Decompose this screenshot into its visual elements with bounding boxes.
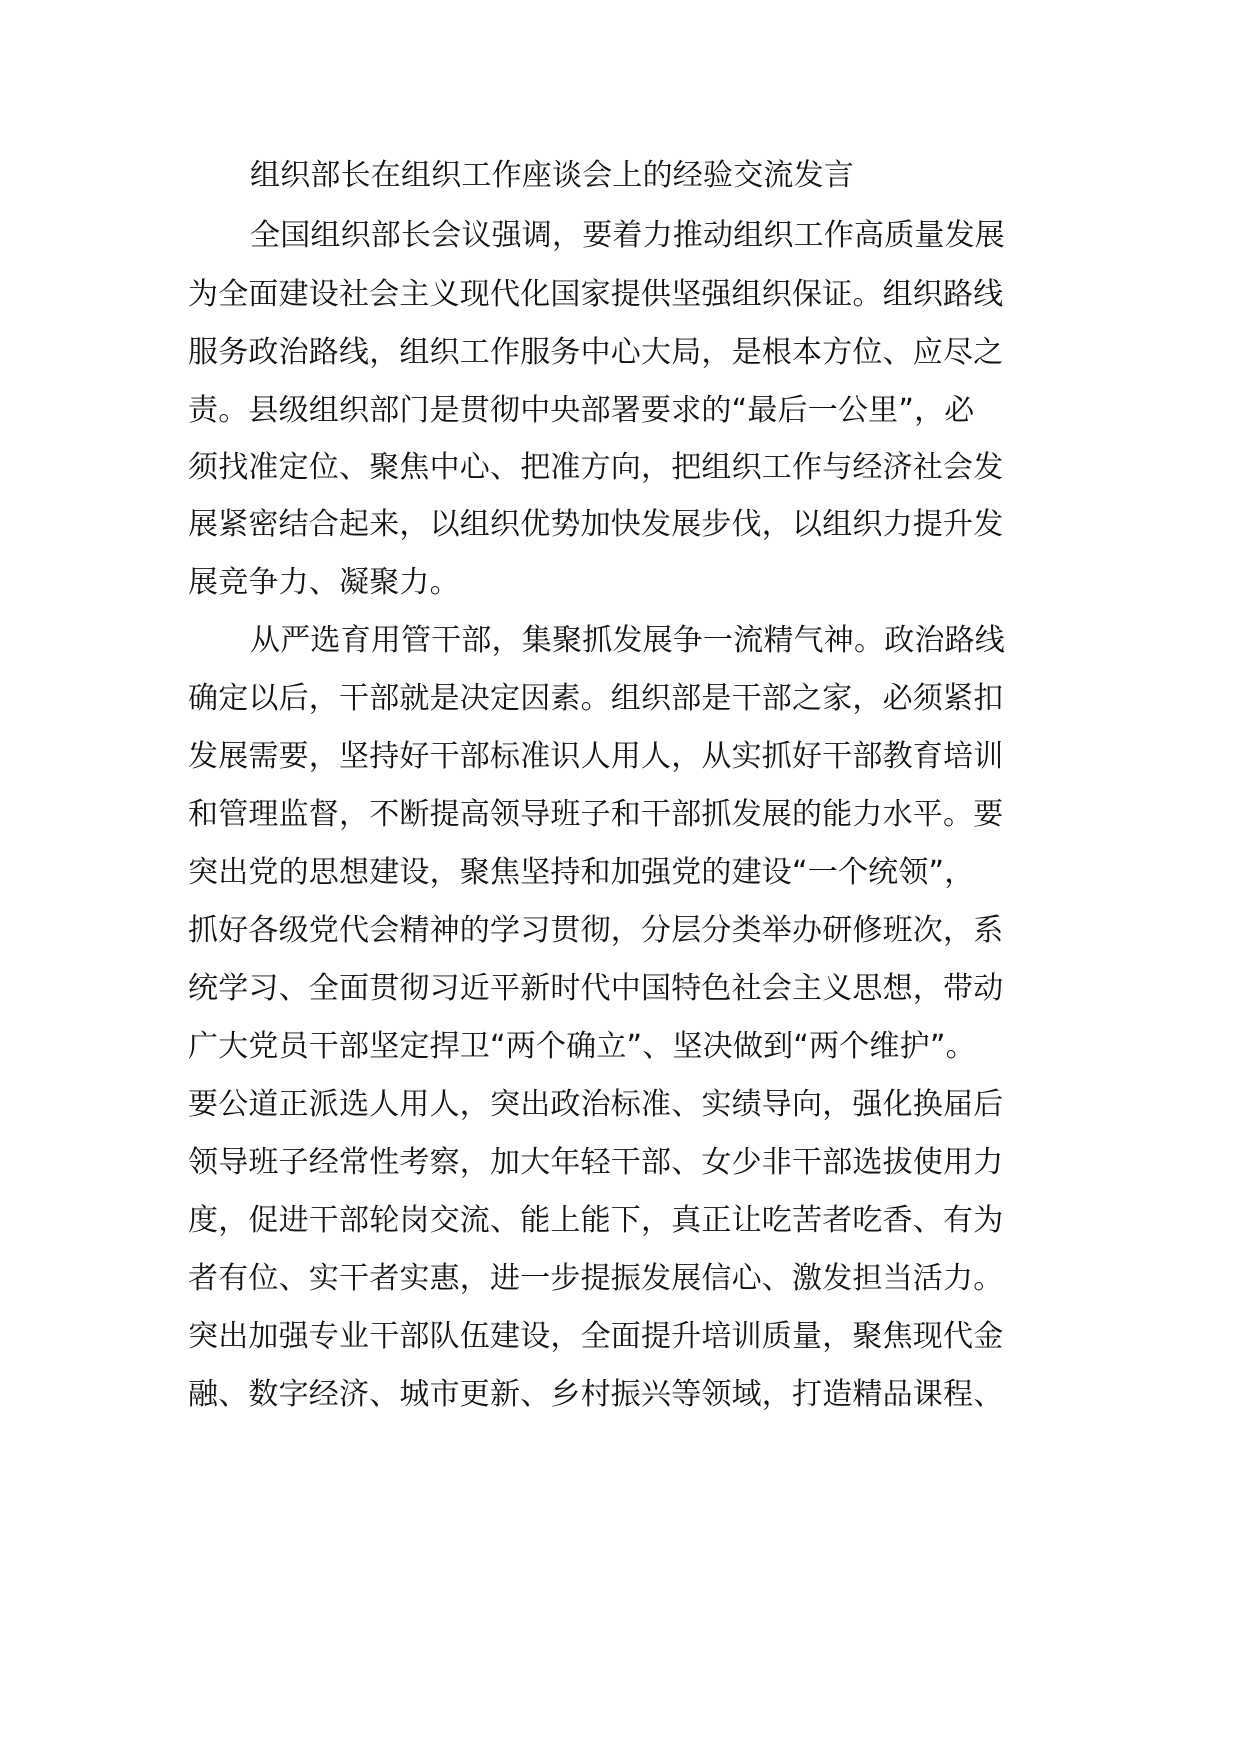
text-line: 要公道正派选人用人，突出政治标准、实绩导向，强化换届后 bbox=[188, 1087, 1004, 1122]
text-line: 展紧密结合起来，以组织优势加快发展步伐，以组织力提升发 bbox=[188, 507, 1004, 542]
text-line: 全国组织部长会议强调，要着力推动组织工作高质量发展 bbox=[250, 218, 1005, 253]
text-line: 须找准定位、聚焦中心、把准方向，把组织工作与经济社会发 bbox=[188, 450, 1004, 485]
text-line: 和管理监督，不断提高领导班子和干部抓发展的能力水平。要 bbox=[188, 797, 1004, 832]
text-line: 广大党员干部坚定捍卫“两个确立”、坚决做到“两个维护”。 bbox=[188, 1029, 976, 1064]
text-line: 统学习、全面贯彻习近平新时代中国特色社会主义思想，带动 bbox=[188, 971, 1004, 1006]
text-line: 服务政治路线，组织工作服务中心大局，是根本方位、应尽之 bbox=[188, 335, 1004, 370]
text-line: 抓好各级党代会精神的学习贯彻，分层分类举办研修班次，系 bbox=[188, 913, 1004, 948]
document-title: 组织部长在组织工作座谈会上的经验交流发言 bbox=[250, 158, 854, 193]
text-line: 为全面建设社会主义现代化国家提供坚强组织保证。组织路线 bbox=[188, 277, 1004, 312]
text-line: 突出加强专业干部队伍建设，全面提升培训质量，聚焦现代金 bbox=[188, 1319, 1004, 1354]
text-line: 从严选育用管干部，集聚抓发展争一流精气神。政治路线 bbox=[250, 623, 1005, 658]
text-line: 度，促进干部轮岗交流、能上能下，真正让吃苦者吃香、有为 bbox=[188, 1203, 1004, 1238]
text-line: 者有位、实干者实惠，进一步提振发展信心、激发担当活力。 bbox=[188, 1261, 1004, 1296]
text-line: 突出党的思想建设，聚焦坚持和加强党的建设“一个统领”， bbox=[188, 855, 975, 890]
text-line: 展竞争力、凝聚力。 bbox=[188, 565, 460, 600]
text-line: 融、数字经济、城市更新、乡村振兴等领域，打造精品课程、 bbox=[188, 1377, 1004, 1412]
text-line: 确定以后，干部就是决定因素。组织部是干部之家，必须紧扣 bbox=[188, 681, 1004, 716]
text-line: 责。县级组织部门是贯彻中央部署要求的“最后一公里”，必 bbox=[188, 393, 975, 428]
text-line: 发展需要，坚持好干部标准识人用人，从实抓好干部教育培训 bbox=[188, 739, 1004, 774]
text-line: 领导班子经常性考察，加大年轻干部、女少非干部选拔使用力 bbox=[188, 1145, 1004, 1180]
